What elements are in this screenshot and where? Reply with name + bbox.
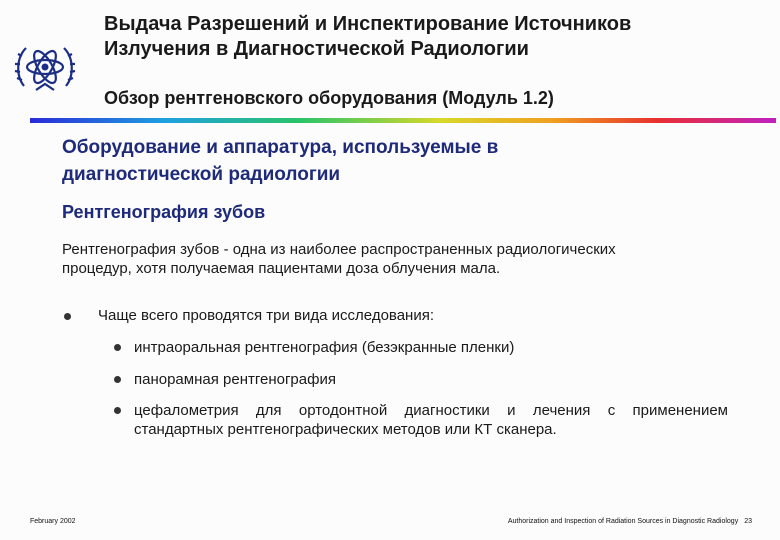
page-number: 23	[744, 518, 752, 525]
footer-date: February 2002	[30, 518, 76, 525]
intro-line-1: Рентгенография зубов - одна из наиболее распространенных радиологических	[62, 241, 616, 258]
section-heading	[62, 134, 742, 188]
bullet-icon	[114, 407, 121, 414]
un-atom-emblem-icon	[14, 36, 76, 98]
footer-course-title: Authorization and Inspection of Radiation Sources in Diagnostic Radiology	[507, 518, 739, 525]
section-heading-line-1: Оборудование и аппаратура, используемые в	[62, 137, 499, 158]
title-line-2: Излучения в Диагностической Радиологии	[104, 38, 529, 60]
module-subtitle: Обзор рентгеновского оборудования (Модуль 1.2)	[104, 88, 554, 108]
sub-bullet-text: интраоральная рентгенография (безэкранные пленки)	[134, 339, 515, 356]
bullet-icon	[114, 376, 121, 383]
intro-paragraph	[62, 240, 742, 278]
footer-course-info	[502, 518, 752, 525]
main-bullet-text: Чаще всего проводятся три вида исследования:	[98, 307, 435, 324]
title-line-1: Выдача Разрешений и Инспектирование Источников	[104, 13, 632, 35]
bullet-icon	[114, 344, 121, 351]
sub-bullet-text: панорамная рентгенография	[134, 371, 336, 388]
section-heading-line-2: диагностической радиологии	[62, 164, 341, 185]
sub-bullet-text: цефалометрия для ортодонтной диагностики и лечения с применением стандартных рентгенографических методов или КТ сканера.	[134, 402, 728, 438]
document-title	[104, 12, 764, 62]
rainbow-divider	[30, 118, 776, 123]
topic-subheading: Рентгенография зубов	[62, 202, 266, 222]
bullet-icon	[64, 313, 71, 320]
intro-line-2: процедур, хотя получаемая пациентами доза облучения мала.	[62, 260, 501, 277]
